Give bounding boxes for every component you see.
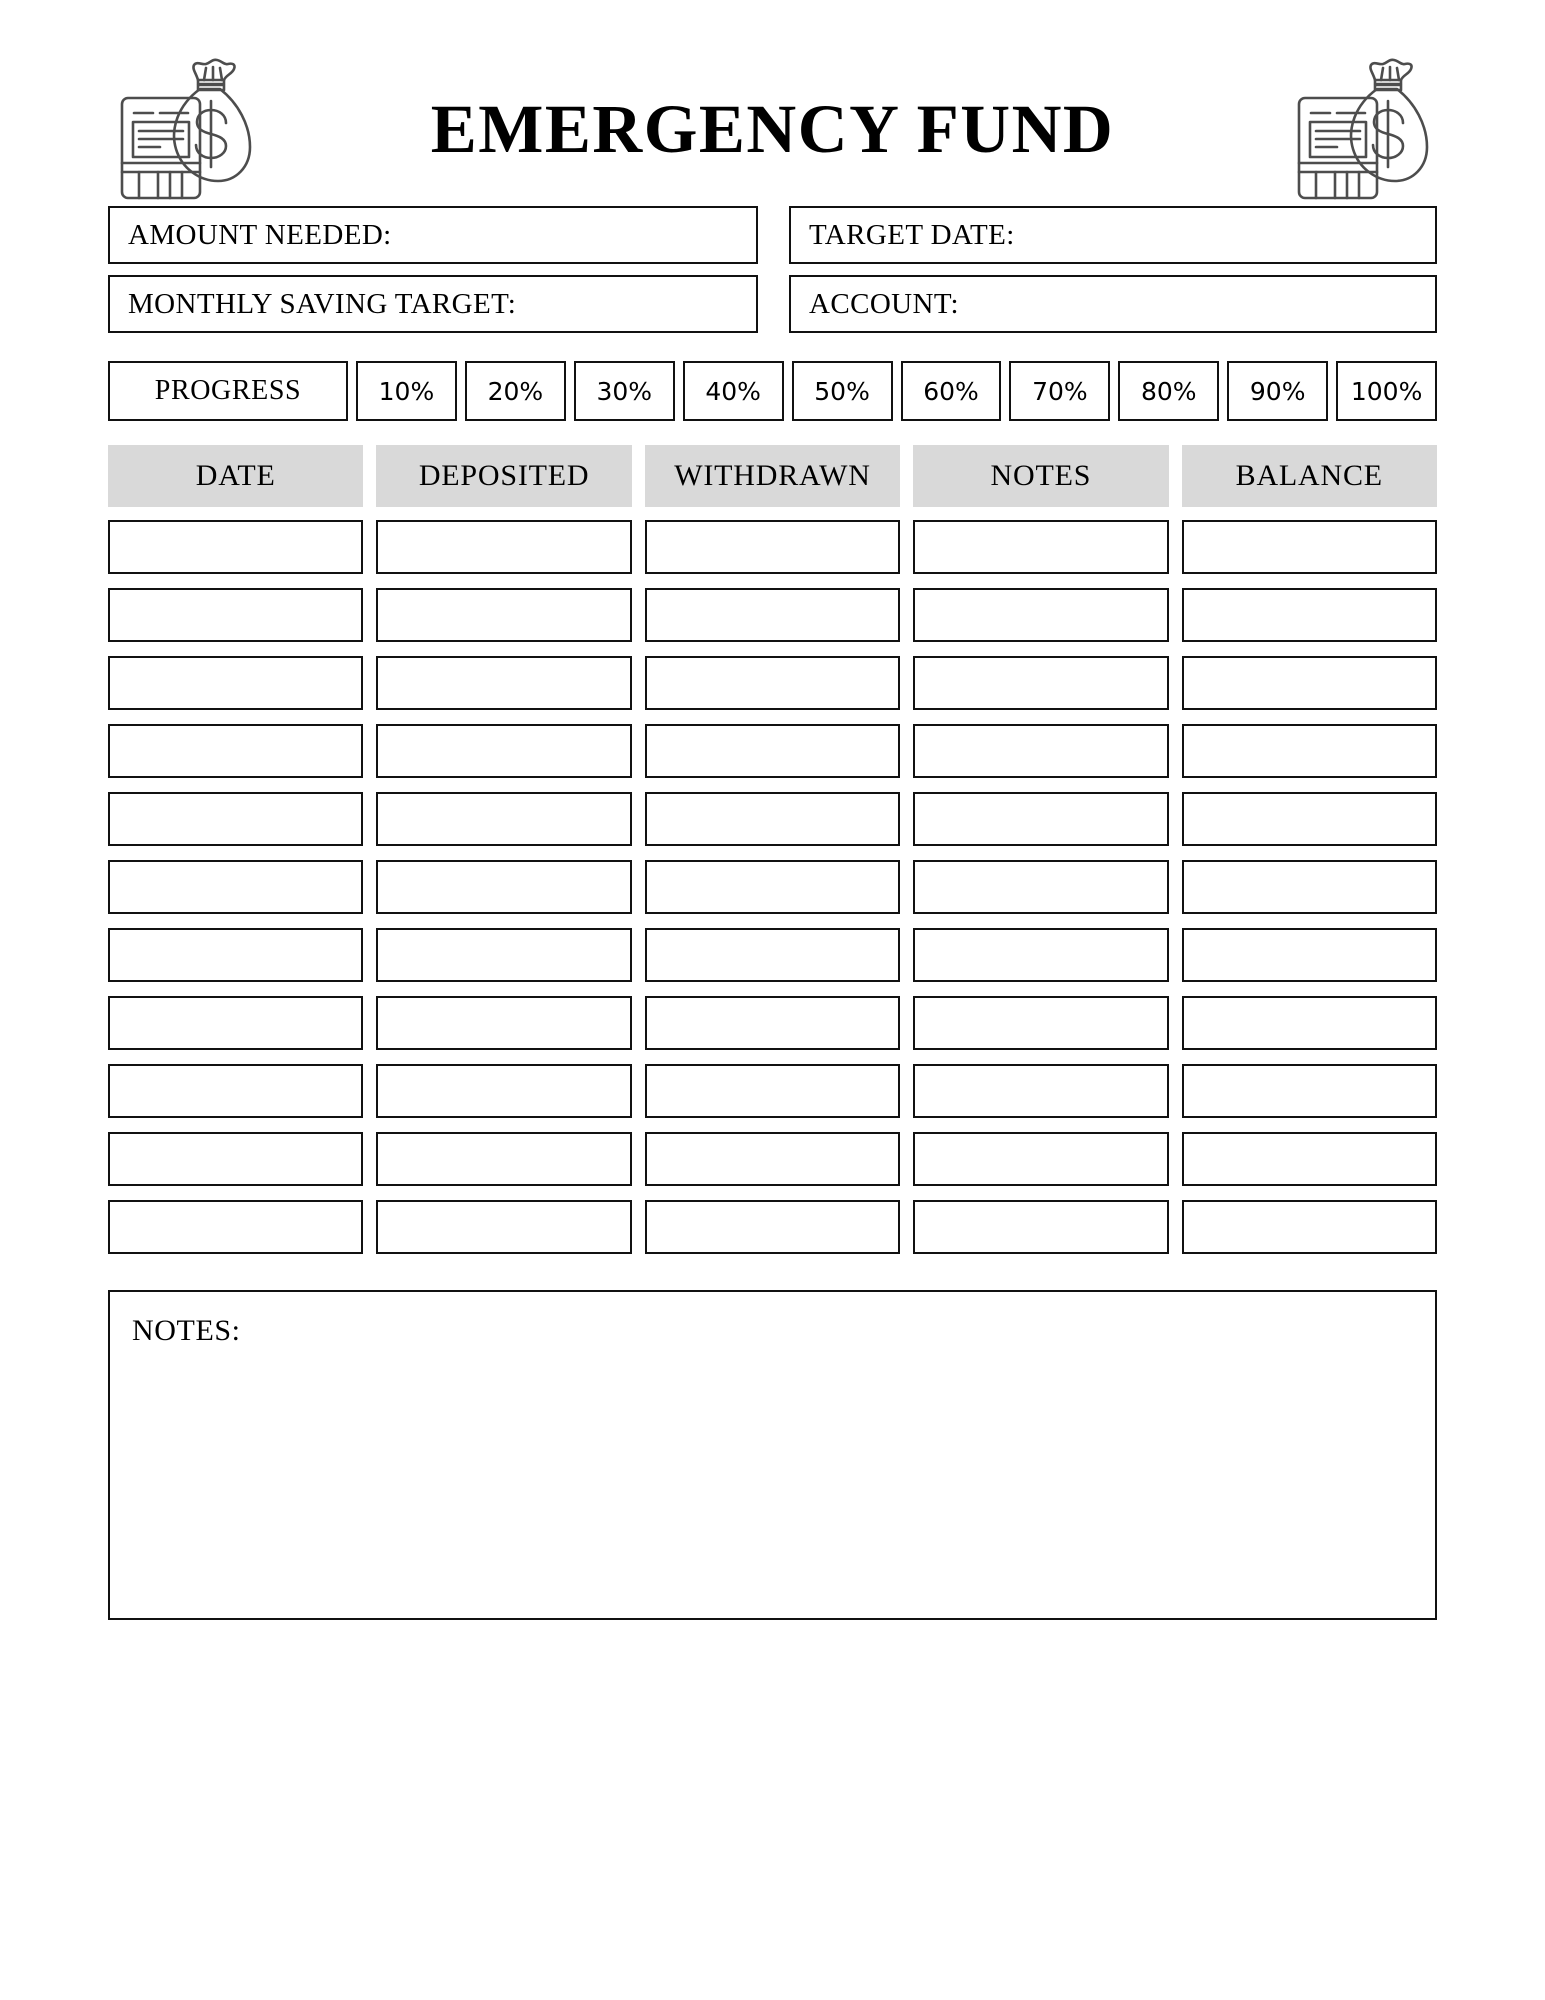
cell-deposited[interactable]	[376, 928, 631, 982]
cell-balance[interactable]	[1182, 792, 1437, 846]
savings-tracker-table	[108, 445, 1437, 1254]
amount-needed-field[interactable]	[108, 206, 758, 264]
cell-deposited[interactable]	[376, 792, 631, 846]
monthly-saving-target-field[interactable]	[108, 275, 758, 333]
table-row	[108, 996, 1437, 1050]
cell-date[interactable]	[108, 928, 363, 982]
cell-date[interactable]	[108, 724, 363, 778]
cell-deposited[interactable]	[376, 588, 631, 642]
progress-step-50[interactable]: 50%	[792, 361, 893, 421]
target-date-label: TARGET DATE:	[809, 218, 1015, 251]
cell-notes[interactable]	[913, 656, 1168, 710]
table-row	[108, 792, 1437, 846]
cell-deposited[interactable]	[376, 724, 631, 778]
table-row	[108, 588, 1437, 642]
progress-step-40[interactable]: 40%	[683, 361, 784, 421]
cell-notes[interactable]	[913, 928, 1168, 982]
cell-notes[interactable]	[913, 588, 1168, 642]
progress-step-30[interactable]: 30%	[574, 361, 675, 421]
progress-step-80[interactable]: 80%	[1118, 361, 1219, 421]
notes-label: NOTES:	[132, 1314, 241, 1347]
page-title: EMERGENCY FUND	[430, 90, 1115, 167]
progress-step-100[interactable]: 100%	[1336, 361, 1437, 421]
cell-deposited[interactable]	[376, 860, 631, 914]
cell-balance[interactable]	[1182, 656, 1437, 710]
cell-notes[interactable]	[913, 1064, 1168, 1118]
account-label: ACCOUNT:	[809, 287, 959, 320]
cell-withdrawn[interactable]	[645, 1132, 900, 1186]
column-header-withdrawn: WITHDRAWN	[645, 445, 900, 507]
cell-balance[interactable]	[1182, 996, 1437, 1050]
cell-balance[interactable]	[1182, 520, 1437, 574]
cell-withdrawn[interactable]	[645, 1064, 900, 1118]
cell-withdrawn[interactable]	[645, 860, 900, 914]
column-header-deposited: DEPOSITED	[376, 445, 631, 507]
progress-step-20[interactable]: 20%	[465, 361, 566, 421]
cell-notes[interactable]	[913, 520, 1168, 574]
progress-tracker	[108, 361, 1437, 421]
progress-step-70[interactable]: 70%	[1009, 361, 1110, 421]
table-body	[108, 520, 1437, 1254]
cell-balance[interactable]	[1182, 860, 1437, 914]
cell-deposited[interactable]	[376, 1200, 631, 1254]
table-row	[108, 1132, 1437, 1186]
cell-deposited[interactable]	[376, 1064, 631, 1118]
cell-date[interactable]	[108, 520, 363, 574]
cell-deposited[interactable]	[376, 656, 631, 710]
summary-fields	[108, 206, 1437, 333]
cell-balance[interactable]	[1182, 1200, 1437, 1254]
table-row	[108, 928, 1437, 982]
cell-notes[interactable]	[913, 1132, 1168, 1186]
table-header-row	[108, 445, 1437, 507]
cell-date[interactable]	[108, 656, 363, 710]
cell-withdrawn[interactable]	[645, 724, 900, 778]
amount-needed-label: AMOUNT NEEDED:	[128, 218, 392, 251]
cell-date[interactable]	[108, 1132, 363, 1186]
cell-date[interactable]	[108, 1200, 363, 1254]
money-bag-ledger-icon	[1285, 53, 1437, 205]
progress-step-60[interactable]: 60%	[901, 361, 1002, 421]
cell-balance[interactable]	[1182, 1132, 1437, 1186]
cell-deposited[interactable]	[376, 520, 631, 574]
cell-withdrawn[interactable]	[645, 656, 900, 710]
notes-box[interactable]	[108, 1290, 1437, 1620]
cell-date[interactable]	[108, 1064, 363, 1118]
cell-deposited[interactable]	[376, 996, 631, 1050]
cell-notes[interactable]	[913, 724, 1168, 778]
table-row	[108, 656, 1437, 710]
cell-balance[interactable]	[1182, 588, 1437, 642]
column-header-balance: BALANCE	[1182, 445, 1437, 507]
cell-withdrawn[interactable]	[645, 520, 900, 574]
progress-step-10[interactable]: 10%	[356, 361, 457, 421]
page-header	[108, 0, 1437, 192]
table-row	[108, 860, 1437, 914]
cell-balance[interactable]	[1182, 1064, 1437, 1118]
cell-date[interactable]	[108, 860, 363, 914]
column-header-date: DATE	[108, 445, 363, 507]
table-row	[108, 724, 1437, 778]
cell-withdrawn[interactable]	[645, 792, 900, 846]
cell-notes[interactable]	[913, 792, 1168, 846]
table-row	[108, 1200, 1437, 1254]
progress-step-90[interactable]: 90%	[1227, 361, 1328, 421]
cell-notes[interactable]	[913, 860, 1168, 914]
cell-balance[interactable]	[1182, 928, 1437, 982]
monthly-saving-target-label: MONTHLY SAVING TARGET:	[128, 287, 517, 320]
cell-withdrawn[interactable]	[645, 1200, 900, 1254]
cell-notes[interactable]	[913, 996, 1168, 1050]
target-date-field[interactable]	[789, 206, 1437, 264]
cell-withdrawn[interactable]	[645, 588, 900, 642]
account-field[interactable]	[789, 275, 1437, 333]
table-row	[108, 1064, 1437, 1118]
table-row	[108, 520, 1437, 574]
cell-notes[interactable]	[913, 1200, 1168, 1254]
progress-label: PROGRESS	[108, 361, 348, 421]
cell-date[interactable]	[108, 996, 363, 1050]
cell-date[interactable]	[108, 588, 363, 642]
column-header-notes: NOTES	[913, 445, 1168, 507]
cell-withdrawn[interactable]	[645, 928, 900, 982]
cell-date[interactable]	[108, 792, 363, 846]
cell-withdrawn[interactable]	[645, 996, 900, 1050]
cell-balance[interactable]	[1182, 724, 1437, 778]
money-bag-ledger-icon	[108, 53, 260, 205]
cell-deposited[interactable]	[376, 1132, 631, 1186]
